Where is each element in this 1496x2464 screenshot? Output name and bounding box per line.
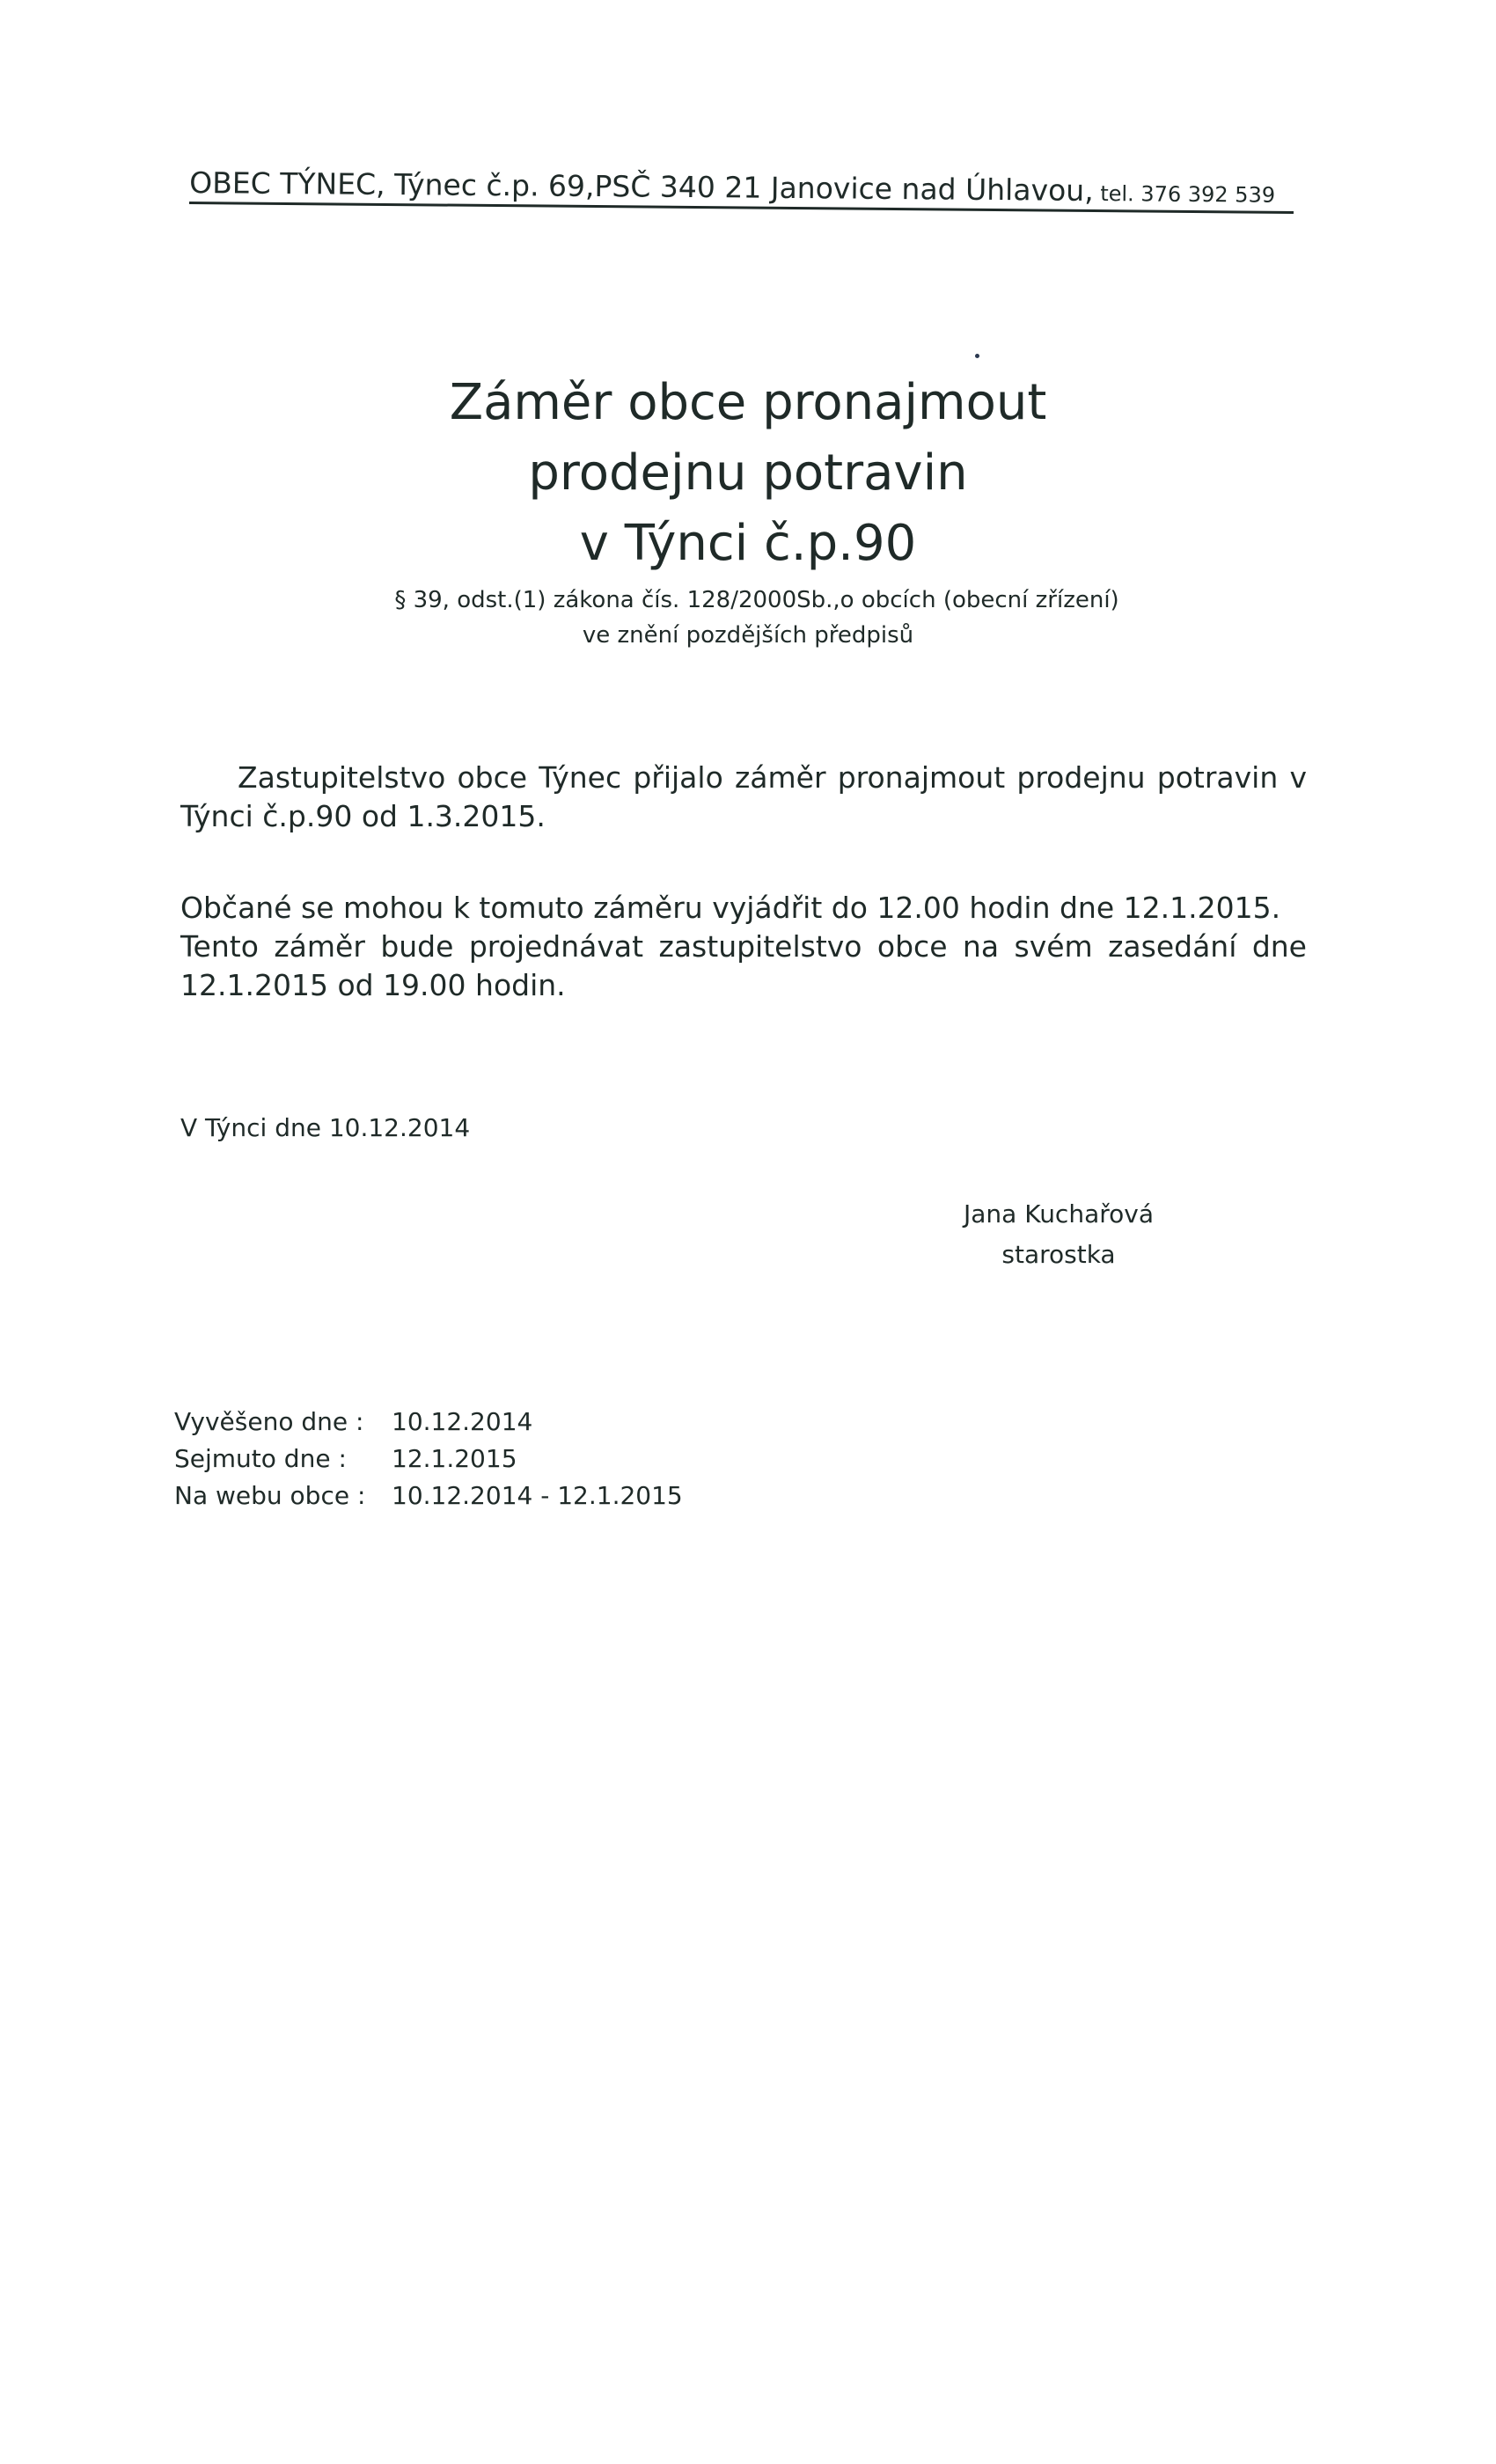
posting-row <box>174 1404 683 1441</box>
posting-value: 10.12.2014 - 12.1.2015 <box>392 1481 683 1510</box>
signatory-name: Jana Kuchařová <box>964 1199 1154 1228</box>
resolution-text: Zastupitelstvo obce Týnec přijalo záměr pronajmout prodejnu potravin v Týnci č.p.90 od 1.3.2015. <box>180 760 1307 833</box>
header-phone: tel. 376 392 539 <box>1093 180 1276 208</box>
posting-value: 12.1.2015 <box>392 1444 517 1473</box>
posting-row <box>174 1441 683 1478</box>
legal-reference-line-1: § 39, odst.(1) zákona čís. 128/2000Sb.,o obcích (obecní zřízení) <box>394 587 1119 613</box>
posting-value: 10.12.2014 <box>392 1407 533 1436</box>
legal-reference-line-2: ve znění pozdějších předpisů <box>582 622 914 649</box>
title-line-3: v Týnci č.p.90 <box>579 515 917 572</box>
header-address: OBEC TÝNEC, Týnec č.p. 69,PSČ 340 21 Janovice nad Úhlavou, <box>189 165 1094 208</box>
scan-speck <box>975 354 979 358</box>
title-line-1: Záměr obce pronajmout <box>449 374 1047 431</box>
comment-paragraph <box>180 889 1307 1005</box>
signature-block <box>964 1194 1154 1275</box>
legal-reference <box>0 583 1496 653</box>
meeting-text: Tento záměr bude projednávat zastupitelstvo obce na svém zasedání dne 12.1.2015 od 19.00 hodin. <box>180 929 1307 1002</box>
posting-label: Vyvěšeno dne : <box>174 1407 364 1436</box>
posting-label: Na webu obce : <box>174 1481 366 1510</box>
posting-info <box>174 1404 683 1514</box>
document-title <box>0 368 1496 579</box>
signatory-role: starostka <box>1001 1240 1116 1269</box>
resolution-paragraph <box>180 759 1307 836</box>
municipality-header <box>189 165 1294 214</box>
posting-label: Sejmuto dne : <box>174 1444 347 1473</box>
comment-deadline-text: Občané se mohou k tomuto záměru vyjádřit do 12.00 hodin dne 12.1.2015. <box>180 891 1281 925</box>
title-line-2: prodejnu potravin <box>528 444 968 502</box>
posting-row <box>174 1478 683 1514</box>
issue-date: V Týnci dne 10.12.2014 <box>180 1113 471 1142</box>
